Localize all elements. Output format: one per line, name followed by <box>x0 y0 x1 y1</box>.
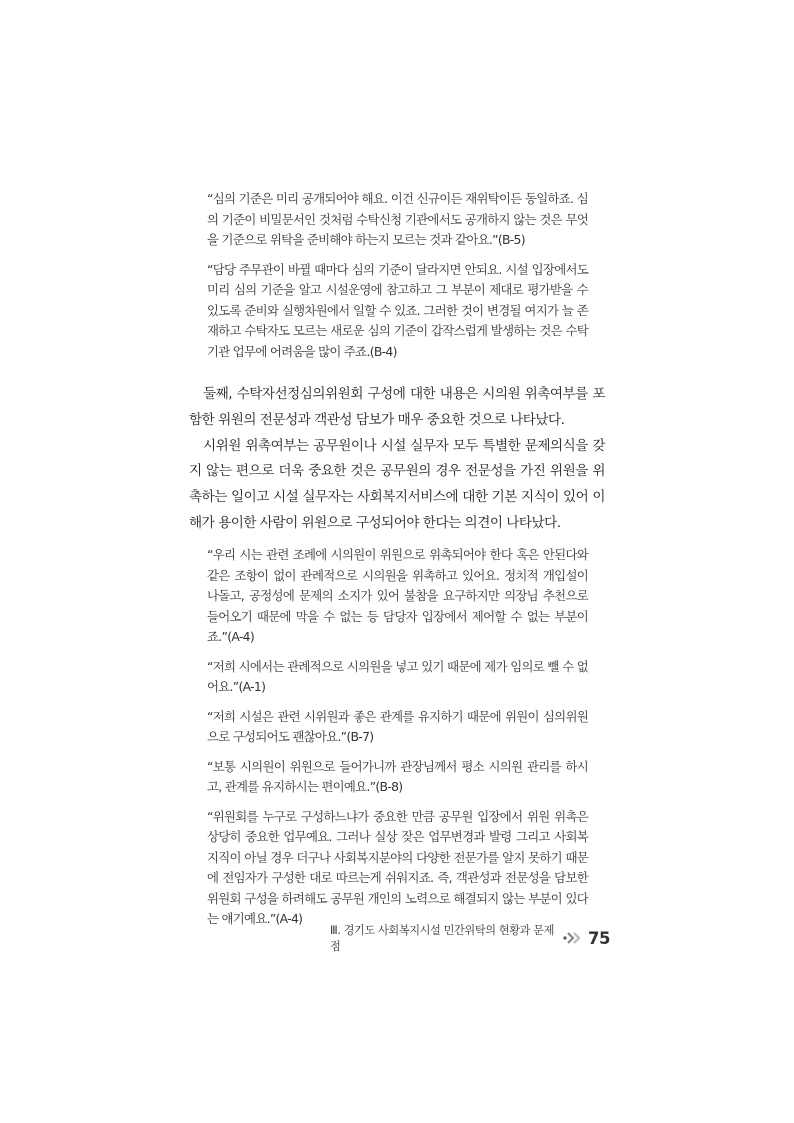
interview-quote: “심의 기준은 미리 공개되어야 해요. 이건 신규이든 재위탁이든 동일하죠. 심의 기준이 비밀문서인 것처럼 수탁신청 기관에서도 공개하지 않는 것은 무엇을 기준으로 위탁을 준비해야 하는지 모르는 것과 같아요.”(B-5) <box>207 191 588 247</box>
interview-quote: “담당 주무관이 바뀔 때마다 심의 기준이 달라지면 안되요. 시설 입장에서도 미리 심의 기준을 알고 시설운영에 참고하고 그 부분이 제대로 평가받을 수 있도록 준비와 실행차원에서 일할 수 있죠. 그러한 것이 변경될 여지가 늘 존재하고 수탁자도 모르는 새로운 심의 기준이 갑작스럽게 발생하는 것은 수탁 기관 업무에 어려움을 많이 주죠.(B-4) <box>207 261 588 359</box>
page-number: 75 <box>588 928 610 948</box>
interview-quotes-bottom <box>207 545 588 939</box>
body-text <box>189 382 605 537</box>
chapter-title: Ⅲ. 경기도 사회복지시설 민간위탁의 현황과 문제점 <box>330 924 554 953</box>
interview-quote: “보통 시의원이 위원으로 들어가니까 관장님께서 평소 시의원 관리를 하시고, 관계를 유지하시는 편이예요.”(B-8) <box>207 758 588 794</box>
body-paragraph: 시위원 위촉여부는 공무원이나 시설 실무자 모두 특별한 문제의식을 갖지 않는 편으로 더욱 중요한 것은 공무원의 경우 전문성을 가진 위원을 위촉하는 일이고 시설 실무자는 사회복지서비스에 대한 기본 지식이 있어 이해가 용이한 사람이 위원으로 구성되어야 한다는 의견이 나타났다. <box>189 437 605 531</box>
body-paragraph: 둘째, 수탁자선정심의위원회 구성에 대한 내용은 시의원 위촉여부를 포함한 위원의 전문성과 객관성 담보가 매우 중요한 것으로 나타났다. <box>189 386 605 428</box>
interview-quote: “위원회를 누구로 구성하느냐가 중요한 만큼 공무원 입장에서 위원 위촉은 상당히 중요한 업무예요. 그러나 실상 잦은 업무변경과 발령 그리고 사회복지직이 아닐 경우 더구나 사회복지분야의 다양한 전문가를 알지 못하기 때문에 전임자가 구성한 대로 따르는게 쉬워지죠. 즉, 객관성과 전문성을 담보한 위원회 구성을 하려해도 공무원 개인의 노력으로 해결되지 않는 부분이 있다는 얘기예요.”(A-4) <box>207 808 588 926</box>
interview-quotes-top <box>207 189 588 371</box>
page-footer <box>330 924 610 953</box>
interview-quote: “저희 시설은 관련 시위원과 좋은 관계를 유지하기 때문에 위원이 심의위원으로 구성되어도 괜찮아요.”(B-7) <box>207 708 588 744</box>
interview-quote: “우리 시는 관련 조례에 시의원이 위원으로 위촉되어야 한다 혹은 안된다와 같은 조항이 없이 관례적으로 시의원을 위촉하고 있어요. 정치적 개입설이 나돌고, 공정성에 문제의 소지가 있어 불참을 요구하지만 의장님 추천으로 들어오기 때문에 막을 수 없는 등 담당자 입장에서 제어할 수 없는 부분이죠.”(A-4) <box>207 547 588 644</box>
interview-quote: “저희 시에서는 관례적으로 시의원을 넣고 있기 때문에 제가 임의로 뺄 수 없어요.”(A-1) <box>207 658 588 694</box>
double-chevron-icon <box>563 931 583 945</box>
